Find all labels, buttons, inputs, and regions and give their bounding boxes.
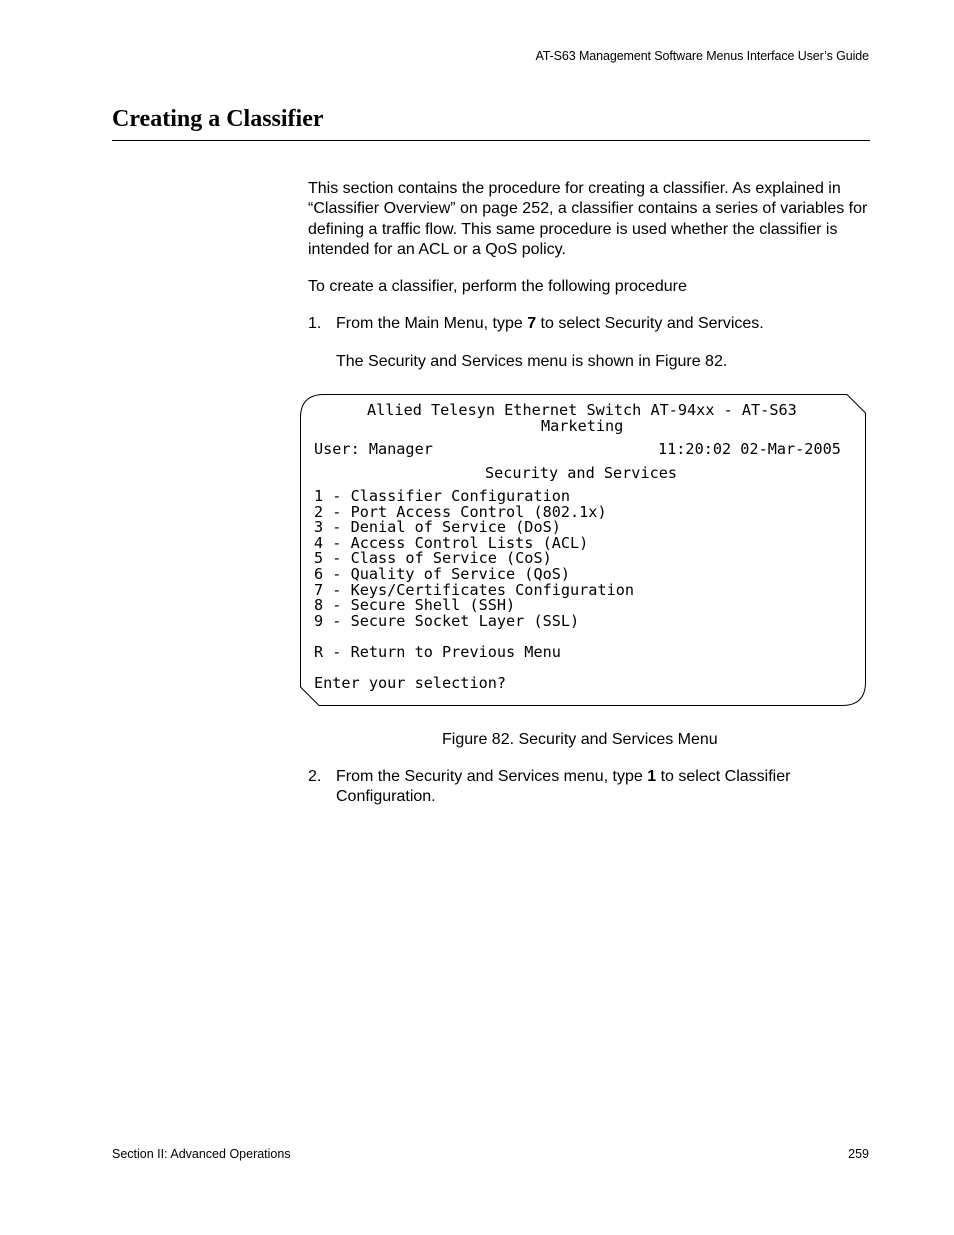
step-text: From the Main Menu, type 7 to select Security and Services. xyxy=(336,315,764,332)
terminal-timestamp: 11:20:02 02-Mar-2005 xyxy=(658,440,841,458)
step-key: 1 xyxy=(647,768,657,785)
menu-item: 4 - Access Control Lists (ACL) xyxy=(314,534,589,552)
terminal-title-line1: Allied Telesyn Ethernet Switch AT-94xx - AT-S63 xyxy=(367,401,797,419)
terminal-prompt: Enter your selection? xyxy=(314,674,507,692)
running-header: AT-S63 Management Software Menus Interface User’s Guide xyxy=(535,49,869,63)
menu-item: 6 - Quality of Service (QoS) xyxy=(314,565,571,583)
title-rule xyxy=(112,140,870,141)
step-1 xyxy=(308,314,870,334)
step-1-note xyxy=(308,352,870,372)
terminal-menu-title: Security and Services xyxy=(485,464,678,482)
menu-item: 8 - Secure Shell (SSH) xyxy=(314,596,516,614)
menu-item: 5 - Class of Service (CoS) xyxy=(314,549,552,567)
step-note: The Security and Services menu is shown in Figure 82. xyxy=(336,353,728,370)
menu-item-return: R - Return to Previous Menu xyxy=(314,643,561,661)
terminal-user: User: Manager xyxy=(314,440,433,458)
menu-item: 7 - Keys/Certificates Configuration xyxy=(314,581,635,599)
step-number: 1. xyxy=(308,315,322,332)
step-key: 7 xyxy=(527,315,537,332)
page-number: 259 xyxy=(848,1147,869,1161)
footer-section: Section II: Advanced Operations xyxy=(112,1147,291,1161)
procedure-intro: To create a classifier, perform the following procedure xyxy=(308,278,687,295)
menu-item: 9 - Secure Socket Layer (SSL) xyxy=(314,612,580,630)
step-number: 2. xyxy=(308,768,322,785)
step-text: From the Security and Services menu, type 1 to select Classifier Configuration. xyxy=(336,768,791,806)
menu-item: 1 - Classifier Configuration xyxy=(314,487,571,505)
terminal-title-line2: Marketing xyxy=(541,417,624,435)
step-2 xyxy=(308,767,870,808)
figure-caption: Figure 82. Security and Services Menu xyxy=(442,731,718,748)
menu-item: 2 - Port Access Control (802.1x) xyxy=(314,503,607,521)
section-title: Creating a Classifier xyxy=(112,106,324,132)
menu-item: 3 - Denial of Service (DoS) xyxy=(314,518,561,536)
intro-paragraph: This section contains the procedure for creating a classifier. As explained in “Classifier Overview” on page 252, a classifier contains a series of variables for defining a traffic flow. This same procedure is used whether the classifier is intended for an ACL or a QoS policy. xyxy=(308,180,868,258)
terminal-screen-figure xyxy=(300,394,866,706)
